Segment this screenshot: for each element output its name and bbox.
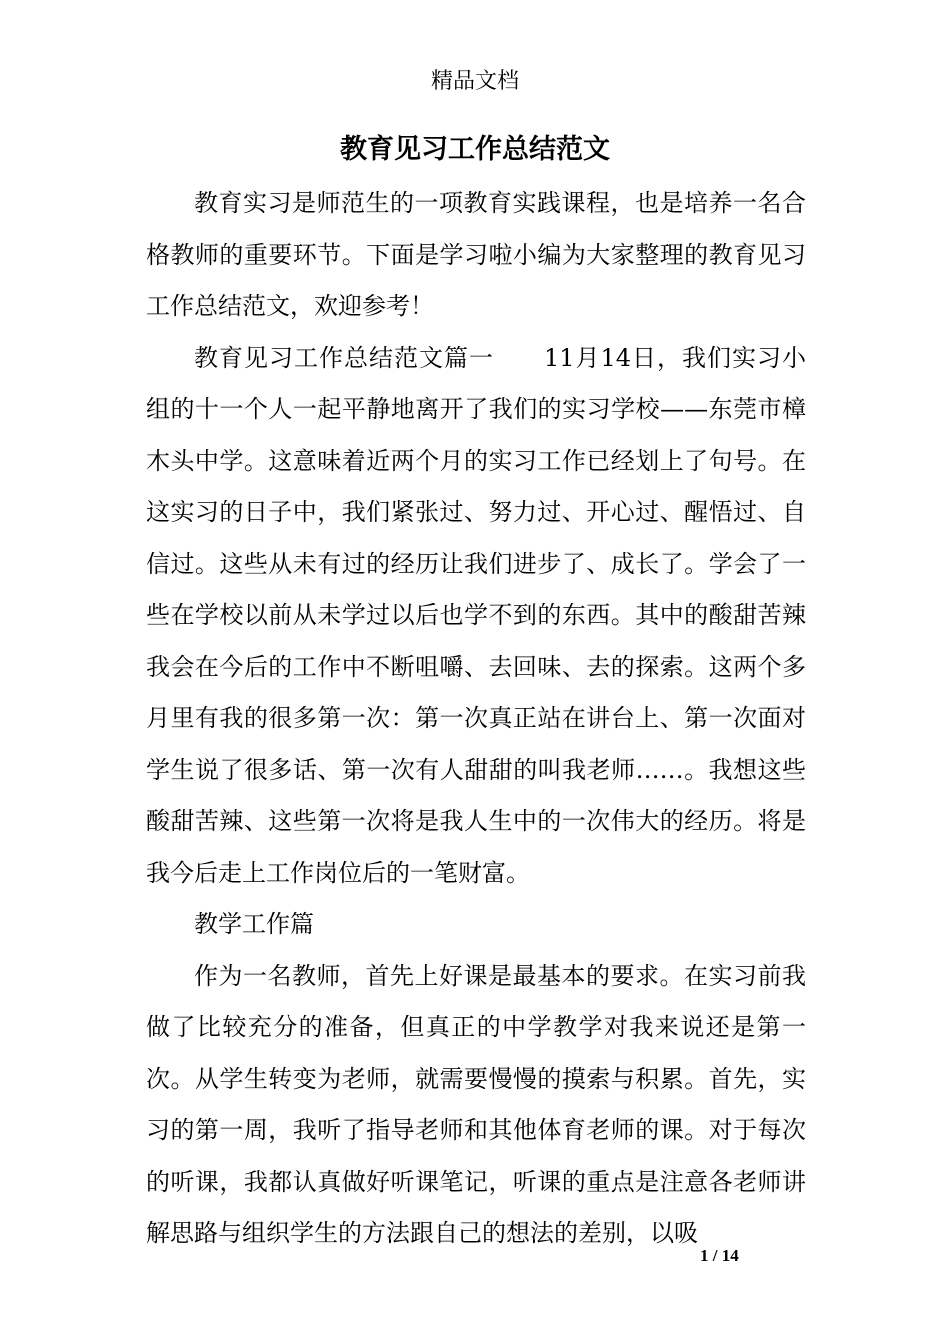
section-heading-teaching: 教学工作篇 (194, 910, 314, 938)
paragraph-intro: 教育实习是师范生的一项教育实践课程，也是培养一名合格教师的重要环节。下面是学习啦小编为大家整理的教育见习工作总结范文，欢迎参考！ (146, 189, 806, 320)
page-number: 1 / 14 (700, 1246, 739, 1265)
document-body (146, 178, 806, 1260)
paragraph-article-one: 教育见习工作总结范文篇一 11月14日，我们实习小组的十一个人一起平静地离开了我们的实习学校——东莞市樟木头中学。这意味着近两个月的实习工作已经划上了句号。在这实习的日子中，我们紧张过、努力过、开心过、醒悟过、自信过。这些从未有过的经历让我们进步了、成长了。学会了一些在学校以前从未学过以后也学不到的东西。其中的酸甜苦辣我会在今后的工作中不断咀嚼、去回味、去的探索。这两个多月里有我的很多第一次：第一次真正站在讲台上、第一次面对学生说了很多话、第一次有人甜甜的叫我老师……。我想这些酸甜苦辣、这些第一次将是我人生中的一次伟大的经历。将是我今后走上工作岗位后的一笔财富。 (146, 343, 806, 887)
paragraph-teaching: 作为一名教师，首先上好课是最基本的要求。在实习前我做了比较充分的准备，但真正的中学教学对我来说还是第一次。从学生转变为老师，就需要慢慢的摸索与积累。首先，实习的第一周，我听了指导老师和其他体育老师的课。对于每次的听课，我都认真做好听课笔记，听课的重点是注意各老师讲解思路与组织学生的方法跟自己的想法的差别，以吸 (146, 961, 806, 1247)
page-header: 精品文档 (430, 69, 519, 94)
document-title: 教育见习工作总结范文 (340, 134, 610, 165)
